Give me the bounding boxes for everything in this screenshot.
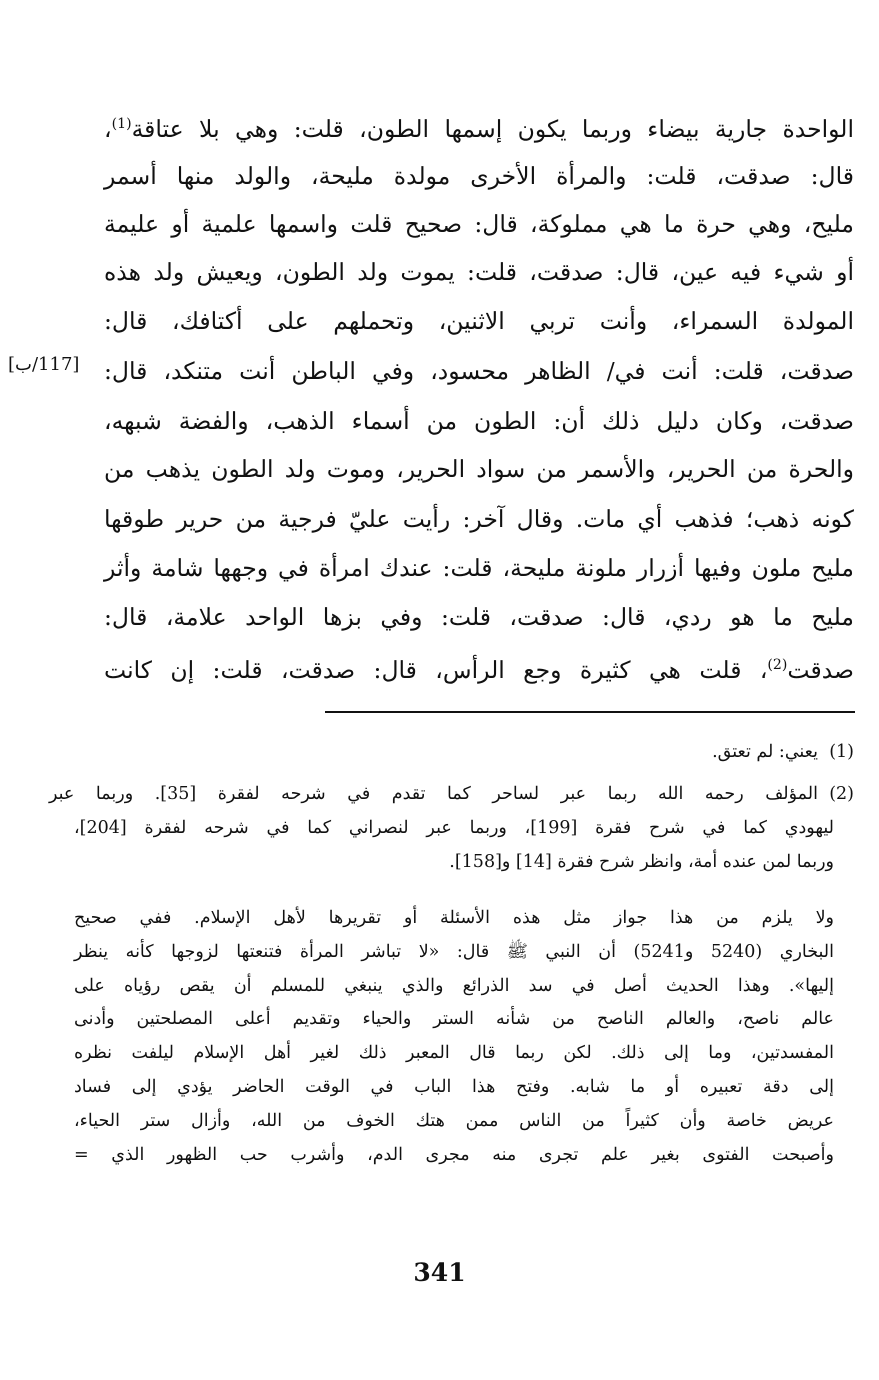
continuation-line: ولا يلزم من هذا جواز مثل هذه الأسئلة أو تقريرها لأهل الإسلام. ففي صحيح (74, 908, 834, 928)
main-text-line: والحرة من الحرير، والأسمر من سواد الحرير، وموت ولد الطون يذهب من (104, 455, 854, 483)
continuation-line: عريض خاصة وأن كثيراً من الناس ممن هتك الخوف من الله، وأزال ستر الحياء، (74, 1111, 834, 1131)
page-number: 341 (413, 1258, 466, 1287)
footnote-reference: (1) (111, 116, 132, 132)
footnote-marker: (2) (829, 784, 854, 804)
footnote-text: يعني: لم تعتق. (712, 742, 818, 762)
footnote-separator (325, 711, 855, 713)
footnote (49, 740, 854, 764)
main-text-line: مليح ما هو ردي، قال: صدقت، قلت: وفي بزها الواحد علامة، قال: (104, 603, 854, 631)
footnote-text: المؤلف رحمه الله ربما عبر لساحر كما تقدم في شرحه لفقرة [35]. وربما عبر (49, 784, 818, 804)
main-text-line: مليح ملون وفيها أزرار ملونة مليحة، قلت: عندك امرأة في وجهها شامة وأثر (104, 554, 854, 582)
footnote (49, 782, 854, 806)
main-text-line: أو شيء فيه عين، قال: صدقت، قلت: يموت ولد الطون، ويعيش ولد هذه (104, 258, 854, 286)
main-text-line: كونه ذهب؛ فذهب أي مات. وقال آخر: رأيت عليّ فرجية من حرير طوقها (104, 505, 854, 533)
continuation-line: البخاري (5240 و5241) أن النبي ﷺ قال: «لا تباشر المرأة فتنعتها لزوجها كأنه ينظر (74, 942, 835, 962)
main-text-line: صدقت$^{(2)}$، قلت هي كثيرة وجع الرأس، قال: صدقت، قلت: إن كانت (104, 655, 854, 684)
continuation-line: إليها». وهذا الحديث أصل في سد الذرائع والذي ينبغي للمسلم أن يقص رؤياه على (74, 976, 834, 996)
main-text-line: صدقت، وكان دليل ذلك أن: الطون من أسماء الذهب، والفضة شبهه، (104, 407, 854, 435)
footnote-reference: (2) (767, 657, 788, 673)
continuation-line: وأصبحت الفتوى بغير علم تجرى منه مجرى الدم، وأشرب حب الظهور الذي = (74, 1145, 834, 1165)
main-text-line: صدقت، قلت: أنت في/ الظاهر محسود، وفي الباطن أنت متنكد، قال: (104, 357, 854, 385)
main-text-line: المولدة السمراء، وأنت تربي الاثنين، وتحملهم على أكتافك، قال: (104, 307, 854, 335)
continuation-line: عالم ناصح، والعالم الناصح من شأنه الستر والحياء وتقديم أعلى المصلحتين وأدنى (74, 1009, 834, 1029)
footnote-text: ليهودي كما في شرح فقرة [199]، وربما عبر لنصراني كما في شرحه لفقرة [204]، (74, 818, 834, 838)
manuscript-folio-marker: [117/ب] (8, 354, 80, 375)
main-text-line: قال: صدقت، قلت: والمرأة الأخرى مولدة مليحة، والولد منها أسمر (104, 162, 854, 190)
main-text-line: الواحدة جارية بيضاء وربما يكون إسمها الطون، قلت: وهي بلا عتاقة$^{(1)}$، (104, 114, 854, 143)
continuation-line: إلى دقة تعبيره أو ما شابه. وفتح هذا الباب في الوقت الحاضر يؤدي إلى فساد (74, 1077, 834, 1097)
footnote-marker: (1) (829, 742, 854, 762)
footnote-text: وربما لمن عنده أمة، وانظر شرح فقرة [14] و[158]. (449, 852, 834, 872)
continuation-line: المفسدتين، وما إلى ذلك. لكن ربما قال المعبر ذلك لغير أهل الإسلام ليلفت نظره (74, 1043, 834, 1063)
main-text-line: مليح، وهي حرة ما هي مملوكة، قال: صحيح قلت واسمها علمية أو عليمة (104, 210, 854, 238)
